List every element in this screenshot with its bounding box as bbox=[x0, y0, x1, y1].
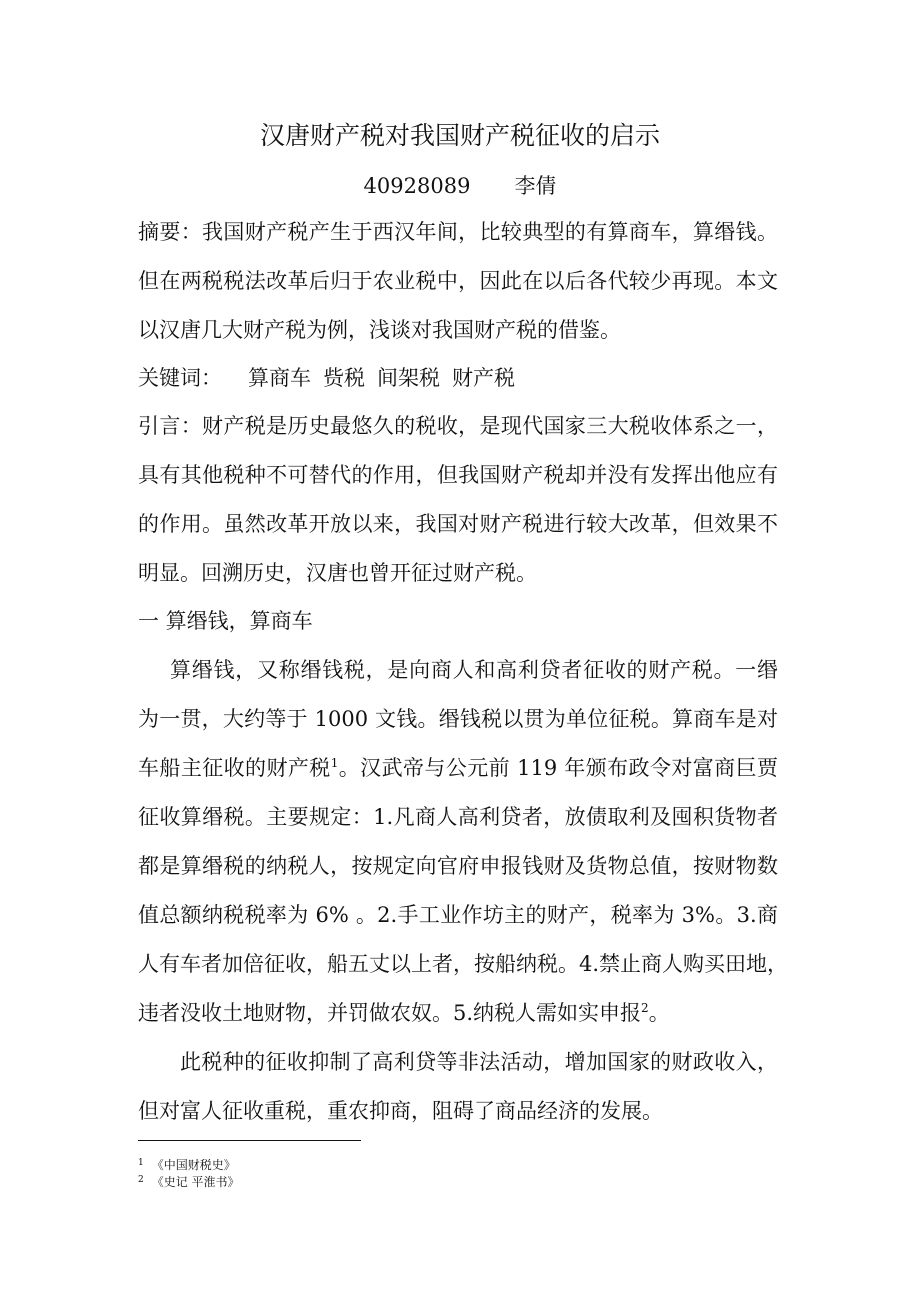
intro-line: 引言：财产税是历史最悠久的税收，是现代国家三大税收体系之一， bbox=[138, 414, 778, 438]
paragraph-line: 值总额纳税税率为 6% 。2.手工业作坊主的财产，税率为 3%。3.商 bbox=[138, 903, 778, 927]
intro-line: 明显。回溯历史，汉唐也曾开征过财产税。 bbox=[138, 561, 537, 585]
abstract-line: 摘要：我国财产税产生于西汉年间，比较典型的有算商车，算缗钱。 bbox=[138, 220, 778, 244]
footnote-ref: 1 bbox=[330, 756, 339, 770]
paragraph-line: 此税种的征收抑制了高利贷等非法活动，增加国家的财政收入， bbox=[180, 1050, 778, 1074]
paragraph-text: 。汉武帝与公元前 119 年颁布政令对富商巨贾 bbox=[338, 756, 778, 780]
keywords-label: 关键词： bbox=[138, 366, 222, 390]
author-name: 李倩 bbox=[514, 174, 557, 198]
paragraph-line: 违者没收土地财物，并罚做农奴。5.纳税人需如实申报$^2$。 bbox=[138, 1001, 670, 1025]
footnote-mark: 2 bbox=[138, 1175, 144, 1185]
document-title: 汉唐财产税对我国财产税征收的启示 bbox=[259, 121, 660, 150]
section-heading: 一 算缗钱，算商车 bbox=[138, 609, 313, 633]
keyword: 财产税 bbox=[452, 366, 515, 390]
paragraph-line: 人有车者加倍征收，船五丈以上者，按船纳税。4.禁止商人购买田地， bbox=[138, 952, 789, 976]
footnote-text: 《史记 平淮书》 bbox=[151, 1175, 240, 1189]
paragraph-text: 违者没收土地财物，并罚做农奴。5.纳税人需如实申报 bbox=[138, 1001, 642, 1025]
paragraph-line: 但对富人征收重税，重农抑商，阻碍了商品经济的发展。 bbox=[138, 1099, 663, 1123]
footnote-mark: 1 bbox=[138, 1158, 144, 1168]
paragraph-line: 征收算缗税。主要规定：1.凡商人高利贷者，放债取利及囤积货物者 bbox=[138, 805, 778, 829]
intro-line: 具有其他税种不可替代的作用，但我国财产税却并没有发挥出他应有 bbox=[138, 463, 778, 487]
footnote-text: 《中国财税史》 bbox=[151, 1158, 236, 1172]
abstract-line: 但在两税税法改革后归于农业税中，因此在以后各代较少再现。本文 bbox=[138, 269, 778, 293]
footnote-separator bbox=[138, 1140, 361, 1141]
author-line bbox=[0, 170, 920, 202]
keyword: 赀税 bbox=[323, 366, 365, 390]
footnote bbox=[138, 1155, 236, 1173]
paragraph-line: 为一贯，大约等于 1000 文钱。缗钱税以贯为单位征税。算商车是对 bbox=[138, 707, 778, 731]
paragraph-line: 都是算缗税的纳税人，按规定向官府申报钱财及货物总值，按财物数 bbox=[138, 854, 778, 878]
paragraph-line bbox=[138, 752, 778, 784]
intro-line: 的作用。虽然改革开放以来，我国对财产税进行较大改革，但效果不 bbox=[138, 512, 778, 536]
keywords-line bbox=[138, 362, 515, 394]
keyword: 算商车 bbox=[248, 366, 311, 390]
student-id: 40928089 bbox=[363, 174, 471, 198]
footnote bbox=[138, 1172, 240, 1190]
paragraph-line: 算缗钱，又称缗钱税，是向商人和高利贷者征收的财产税。一缗 bbox=[170, 658, 778, 682]
footnote-ref: 2 bbox=[641, 1001, 649, 1015]
paragraph-text: 车船主征收的财产税 bbox=[138, 756, 331, 780]
keyword: 间架税 bbox=[377, 366, 440, 390]
abstract-line: 以汉唐几大财产税为例，浅谈对我国财产税的借鉴。 bbox=[138, 318, 621, 342]
